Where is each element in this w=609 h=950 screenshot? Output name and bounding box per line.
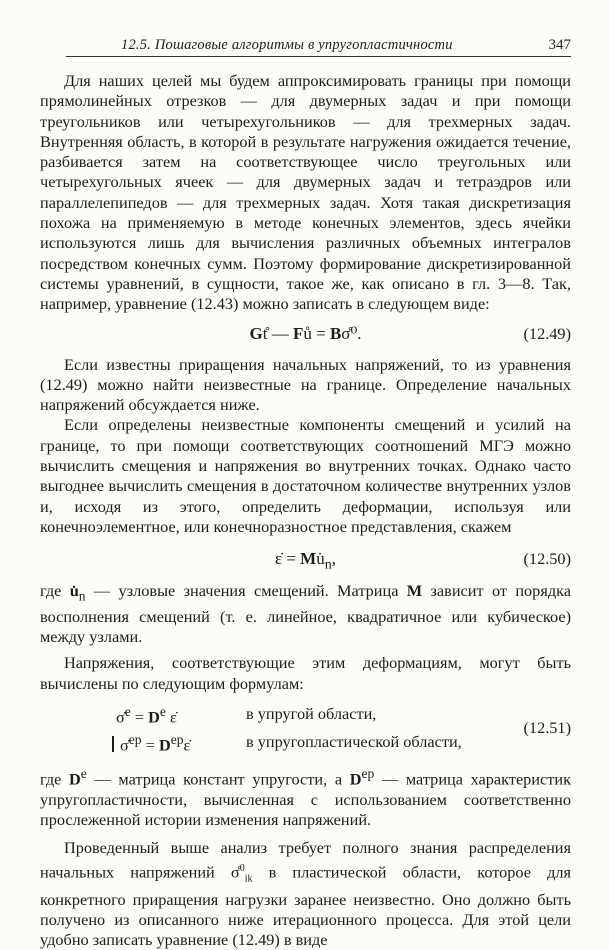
paragraph-3: Если определены неизвестные компоненты смещений и усилий на границе, то при помощи соответствующих соотношений МГЭ можно вычислить смещения и напряжения во внутренних точках. Однако часто выгоднее вычислить смещения в достаточном количестве внутренних узлов и, исходя из этого, определить деформации, используя или конечноэлементное, или конечноразностное представления, скажем (40, 415, 571, 536)
equation-12-49 (40, 315, 571, 355)
paragraph-6: где De — матрица констант упругости, а $D^{ep}$ — матрица характеристик упругопластичности, вычисленная с использованием соответственно прослеженной истории изменения напряжений. (40, 765, 571, 829)
equation-12-50-number: (12.50) (523, 549, 571, 569)
equation-12-49-number: (12.49) (523, 323, 571, 343)
paragraph-7: Проведенный выше анализ требует полного знания распределения начальных напряжений σ̊$^0_{ik}$ в пластической области, которое для конкретного приращения нагрузки заранее неизвестно. Оно должно быть получено из описанного ниже итерационного процесса. Для этой цели удобно записать уравнение (12.49) в виде (40, 838, 572, 950)
page-number: 347 (548, 37, 571, 53)
equation-12-51-label-plastic: в упругопластической области, (246, 731, 462, 751)
page-body (40, 71, 571, 950)
equation-12-51-label-elastic: в упругой области, (246, 703, 377, 723)
equation-12-50-expression: ε̇ = $Mu̇_n$, (274, 549, 337, 573)
running-title: 12.5. Пошаговые алгоритмы в упругопластичности (121, 37, 453, 53)
paragraph-4: где $u̇_n$ — узловые значения смещений. Матрица M зависит от порядка восполнения смещений (т. е. линейное, квадратичное или кубическое) между узлами. (40, 581, 571, 647)
paragraph-5: Напряжения, соответствующие этим деформациям, могут быть вычислены по следующим формулам: (40, 653, 571, 693)
equation-12-51-plastic: σ̇$^{ep}$ = $D^{ep}\varepsiloṅ$ (120, 731, 191, 755)
equation-12-51-elastic: σ̇$^e$ = $D^e$ ε̇ (116, 703, 177, 727)
equation-12-49-expression: Gt̊ — Fů = Bσ̊⁰. (249, 323, 362, 343)
equation-12-51 (40, 702, 571, 760)
equation-12-51-brace (112, 736, 114, 752)
paragraph-2: Если известны приращения начальных напряжений, то из уравнения (12.49) можно найти неизвестные на границе. Определение начальных напряжений обсуждается ниже. (40, 354, 571, 415)
page-header (66, 36, 571, 57)
equation-12-50 (40, 537, 571, 581)
equation-12-51-number: (12.51) (523, 717, 571, 737)
paragraph-1: Для наших целей мы будем аппроксимировать границы при помощи прямолинейных отрезков — для двумерных задач и при помощи треугольников или четырехугольников — для трехмерных задач. Внутренняя область, в которой в результате нагружения ожидается течение, разбивается затем на соответствующее число треугольных или четырехугольных ячеек — для двумерных задач и тетраэдров или параллелепипедов — для трехмерных задач. Хотя такая дискретизация похожа на применяемую в методе конечных элементов, здесь ячейки используются лишь для вычисления различных объемных интегралов посредством конечных сумм. Поэтому формирование дискретизированной системы уравнений, в сущности, такое же, как описано в гл. 3—8. Так, например, уравнение (12.43) можно записать в следующем виде: (40, 71, 571, 314)
